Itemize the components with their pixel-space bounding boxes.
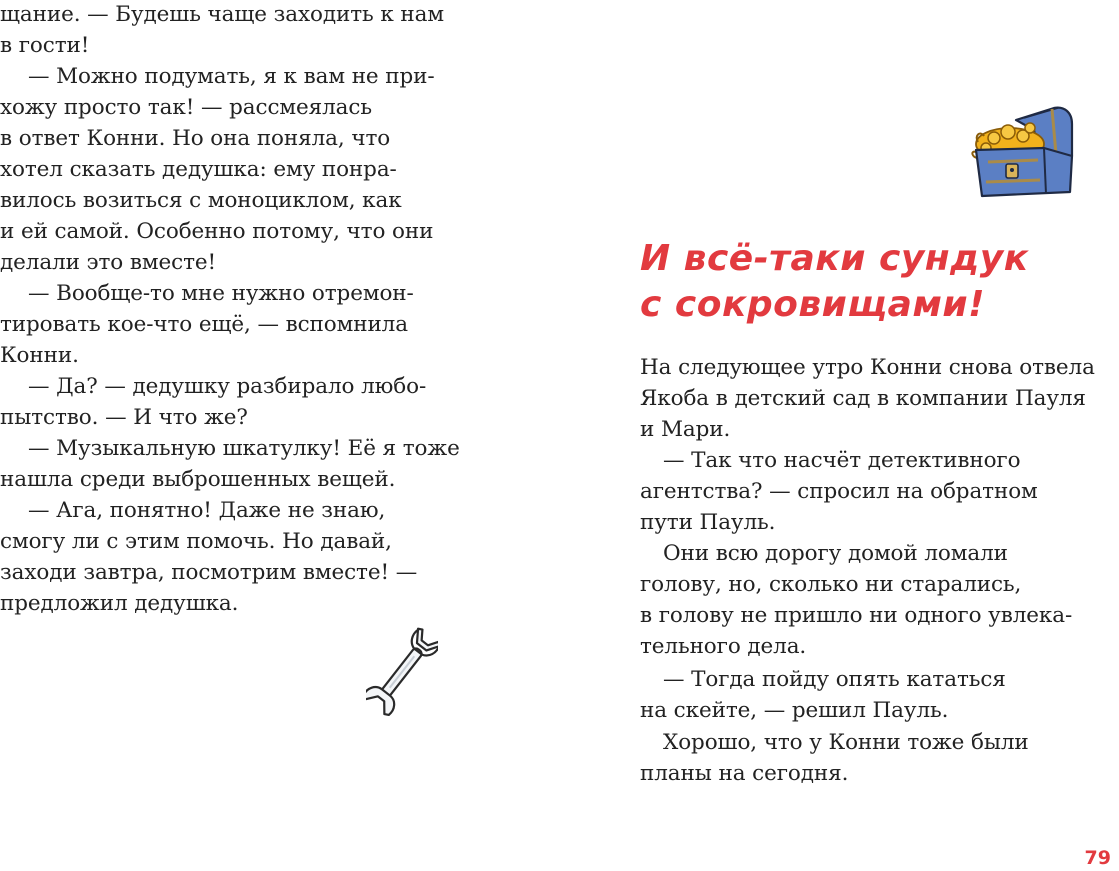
text-line: в ответ Конни. Но она поняла, что <box>0 126 391 151</box>
text-line: хотел сказать дедушка: ему понра- <box>0 157 397 182</box>
text-line: смогу ли с этим помочь. Но давай, <box>0 529 392 554</box>
text-line: тировать кое-что ещё, — вспомнила <box>0 312 408 337</box>
text-line: нашла среди выброшенных вещей. <box>0 467 396 492</box>
text-line: агентства? — спросил на обратном <box>640 479 1038 504</box>
right-page <box>560 0 1119 871</box>
text-line: — Можно подумать, я к вам не при- <box>28 64 435 89</box>
text-line: — Тогда пойду опять кататься <box>663 667 1006 692</box>
text-line: в голову не пришло ни одного увлека- <box>640 603 1073 628</box>
text-line: и ей самой. Особенно потому, что они <box>0 219 434 244</box>
treasure-chest-icon <box>968 100 1088 200</box>
chapter-title <box>640 236 1029 328</box>
text-line: — Так что насчёт детективного <box>663 448 1021 473</box>
text-line: — Ага, понятно! Даже не знаю, <box>28 498 386 523</box>
text-line: планы на сегодня. <box>640 761 849 786</box>
text-line: — Музыкальную шкатулку! Её я тоже <box>28 436 460 461</box>
text-line: на скейте, — решил Пауль. <box>640 698 949 723</box>
left-page <box>0 0 470 871</box>
text-line: щание. — Будешь чаще заходить к нам <box>0 2 444 27</box>
text-line: и Мари. <box>640 417 731 442</box>
text-line: — Да? — дедушку разбирало любо- <box>28 374 427 399</box>
chapter-title-line-1: И всё-таки сундук <box>640 238 1029 279</box>
page-number: 79 <box>1084 847 1111 869</box>
text-line: — Вообще-то мне нужно отремон- <box>28 281 414 306</box>
text-line: голову, но, сколько ни старались, <box>640 572 1022 597</box>
text-line: хожу просто так! — рассмеялась <box>0 95 372 120</box>
text-line: делали это вместе! <box>0 250 217 275</box>
text-line: в гости! <box>0 33 90 58</box>
text-line: пути Пауль. <box>640 510 776 535</box>
text-line: тельного дела. <box>640 634 807 659</box>
chapter-title-line-2: с сокровищами! <box>640 284 986 325</box>
text-line: заходи завтра, посмотрим вместе! — <box>0 560 418 585</box>
text-line: пытство. — И что же? <box>0 405 248 430</box>
wrench-icon <box>366 622 438 722</box>
text-line: Конни. <box>0 343 79 368</box>
text-line: предложил дедушка. <box>0 591 239 616</box>
text-line: Они всю дорогу домой ломали <box>663 541 1008 566</box>
text-line: Хорошо, что у Конни тоже были <box>663 730 1029 755</box>
text-line: Якоба в детский сад в компании Пауля <box>640 386 1086 411</box>
text-line: На следующее утро Конни снова отвела <box>640 355 1095 380</box>
text-line: вилось возиться с моноциклом, как <box>0 188 402 213</box>
